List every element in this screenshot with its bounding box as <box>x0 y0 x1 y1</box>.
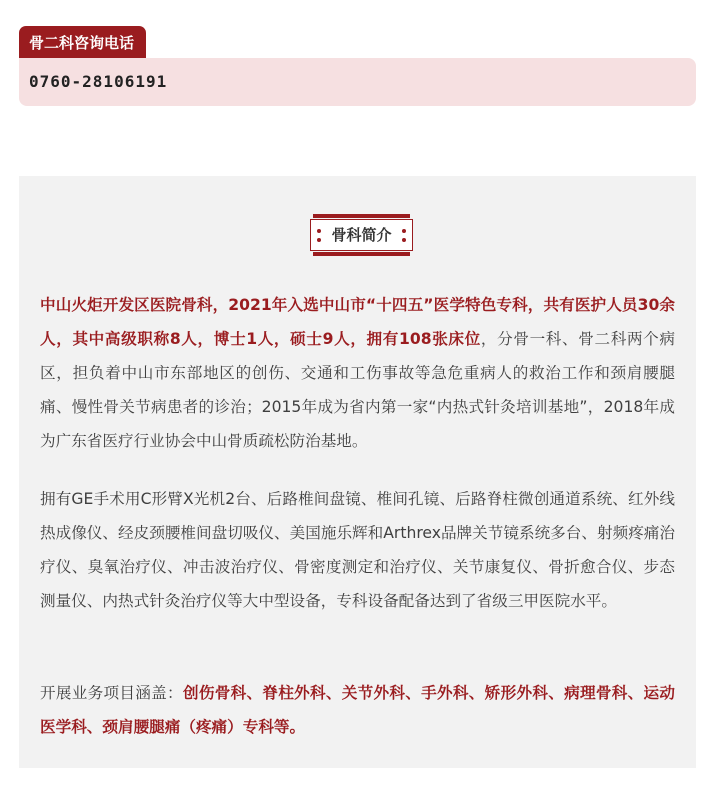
intro-text: ，分骨一科、骨二科两个病区，担负着中山市东部地区的创伤、交通和工伤事故等急危重病人的救治工作和颈肩腰腿痛、慢性骨关节病患者的诊治；2015年成为省内第一家“内热式针灸培训基地”，2018年成为广东省医疗行业协会中山骨质疏松防治基地。 <box>40 330 675 450</box>
services-list: 创伤骨科、脊柱外科、关节外科、手外科、矫形外科、病理骨科、运动医学科、颈肩腰腿痛（疼痛）专科等。 <box>40 684 675 736</box>
badge-frame <box>310 219 413 251</box>
badge-top-bar <box>313 214 410 218</box>
section-title-badge <box>310 214 413 256</box>
phone-number[interactable]: 0760-28106191 <box>19 58 696 106</box>
equipment-paragraph: 拥有GE手术用C形臂X光机2台、后路椎间盘镜、椎间孔镜、后路脊柱微创通道系统、红外线热成像仪、经皮颈腰椎间盘切吸仪、美国施乐辉和Arthrex品牌关节镜系统多台、射频疼痛治疗仪、臭氧治疗仪、冲击波治疗仪、骨密度测定和治疗仪、关节康复仪、骨折愈合仪、步态测量仪、内热式针灸治疗仪等大中型设备，专科设备配备达到了省级三甲医院水平。 <box>40 490 675 610</box>
services-lead: 开展业务项目涵盖： <box>40 684 183 702</box>
contact-block <box>19 26 696 106</box>
intro-paragraph-1 <box>40 288 675 458</box>
badge-bottom-bar <box>313 252 410 256</box>
services-paragraph <box>40 676 675 744</box>
contact-label: 骨二科咨询电话 <box>19 26 146 58</box>
intro-highlight: 中山火炬开发区医院骨科，2021年入选中山市“十四五”医学特色专科，共有医护人员30余人，其中高级职称8人，博士1人，硕士9人，拥有108张床位 <box>40 296 675 348</box>
intro-section <box>19 176 696 768</box>
section-title: 骨科简介 <box>331 226 392 244</box>
